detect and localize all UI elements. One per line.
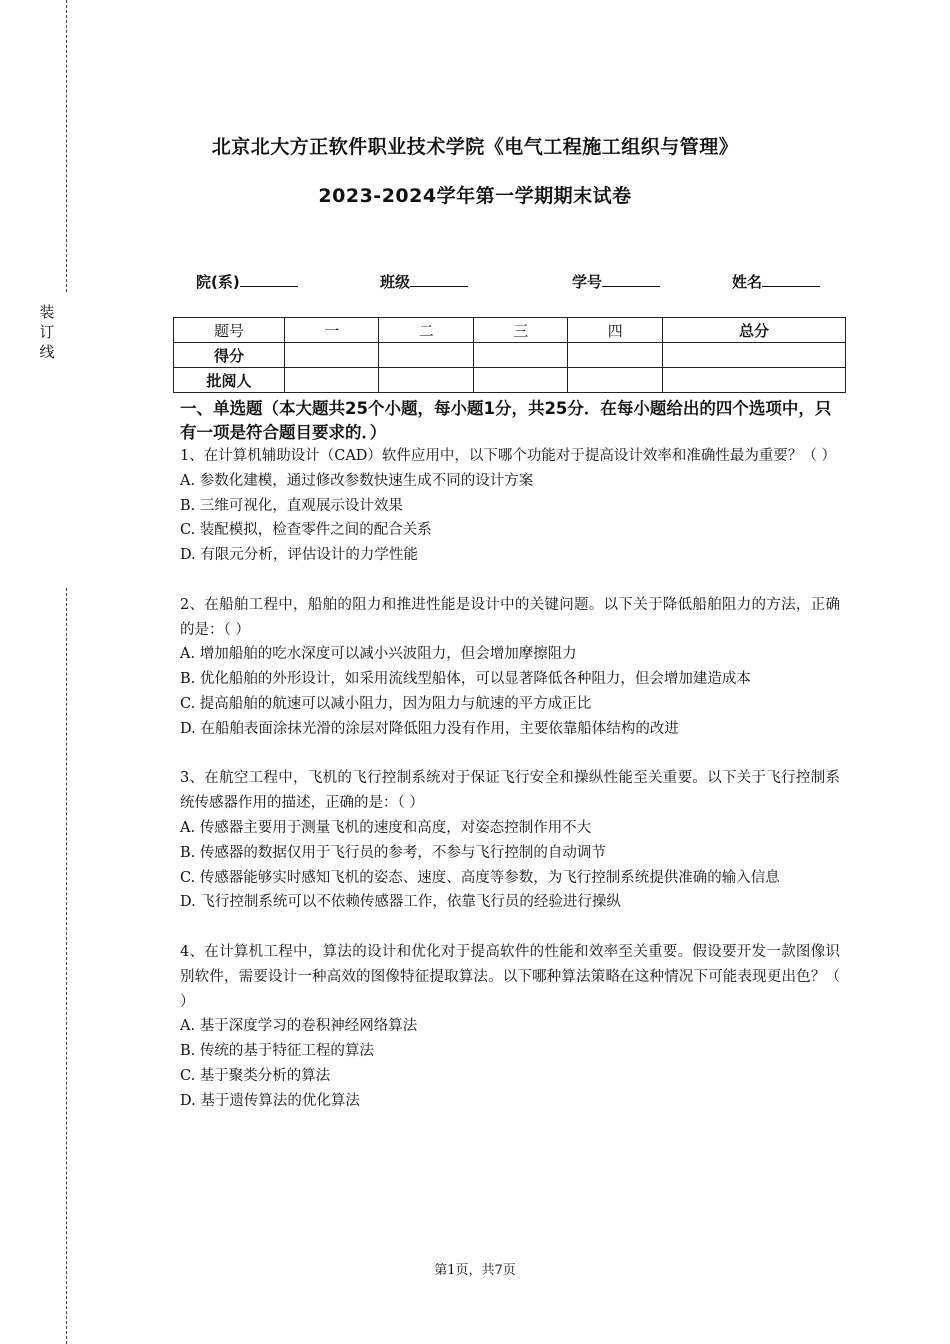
score-table-header-row [174, 318, 846, 343]
option-c[interactable]: C. 基于聚类分析的算法 [180, 1067, 331, 1084]
score-cell[interactable] [568, 343, 662, 368]
student-id-field[interactable] [572, 270, 660, 292]
exam-title-line1: 北京北大方正软件职业技术学院《电气工程施工组织与管理》 [211, 136, 739, 158]
question-item [180, 766, 840, 915]
option-b[interactable]: B. 传统的基于特征工程的算法 [180, 1043, 374, 1060]
reviewer-cell[interactable] [568, 368, 662, 393]
option-c[interactable]: C. 传感器能够实时感知飞机的姿态、速度、高度等参数，为飞行控制系统提供准确的输入信息 [180, 869, 780, 886]
page-number: 第1页，共7页 [434, 1263, 516, 1278]
option-b[interactable]: B. 三维可视化，直观展示设计效果 [180, 497, 403, 514]
question-list [180, 444, 840, 1138]
score-cell[interactable] [379, 343, 473, 368]
option-c[interactable]: C. 装配模拟，检查零件之间的配合关系 [180, 522, 432, 539]
reviewer-cell[interactable] [285, 368, 379, 393]
department-blank[interactable] [240, 270, 298, 287]
name-blank[interactable] [762, 270, 820, 287]
name-field[interactable] [732, 270, 820, 292]
question-item [180, 593, 840, 742]
reviewer-cell[interactable] [379, 368, 473, 393]
score-table-header-cell: 题号 [174, 318, 285, 343]
score-table-row [174, 368, 846, 393]
question-stem: 3、在航空工程中，飞机的飞行控制系统对于保证飞行安全和操纵性能至关重要。以下关于飞行控制系统传感器作用的描述，正确的是：（ ） [180, 770, 840, 812]
score-table-header-cell: 一 [285, 318, 379, 343]
question-stem: 4、在计算机工程中，算法的设计和优化对于提高软件的性能和效率至关重要。假设要开发一款图像识别软件，需要设计一种高效的图像特征提取算法。以下哪种算法策略在这种情况下可能表现更出色？（ ） [180, 943, 840, 1010]
score-table-header-cell: 总分 [662, 318, 845, 343]
score-table [173, 317, 846, 393]
option-a[interactable]: A. 增加船舶的吃水深度可以减小兴波阻力，但会增加摩擦阻力 [180, 646, 577, 663]
student-id-blank[interactable] [602, 270, 660, 287]
class-label: 班级 [380, 273, 411, 291]
student-info-row [0, 270, 950, 292]
option-a[interactable]: A. 基于深度学习的卷积神经网络算法 [180, 1018, 418, 1035]
score-cell[interactable] [285, 343, 379, 368]
score-table-header-cell: 四 [568, 318, 662, 343]
option-a[interactable]: A. 参数化建模，通过修改参数快速生成不同的设计方案 [180, 472, 534, 489]
score-cell[interactable] [473, 343, 567, 368]
department-label: 院(系) [196, 273, 240, 291]
reviewer-cell[interactable] [473, 368, 567, 393]
option-d[interactable]: D. 有限元分析，评估设计的力学性能 [180, 547, 418, 564]
binding-char: 装 [39, 303, 55, 321]
class-blank[interactable] [410, 270, 468, 287]
option-d[interactable]: D. 在船舶表面涂抹光滑的涂层对降低阻力没有作用，主要依靠船体结构的改进 [180, 720, 679, 737]
score-table-header-cell: 二 [379, 318, 473, 343]
binding-dashed-line-bottom [66, 588, 67, 1344]
binding-char: 订 [39, 323, 55, 341]
binding-label [38, 302, 56, 362]
option-a[interactable]: A. 传感器主要用于测量飞机的速度和高度，对姿态控制作用不大 [180, 819, 592, 836]
score-table-row [174, 343, 846, 368]
question-stem: 2、在船舶工程中，船舶的阻力和推进性能是设计中的关键问题。以下关于降低船舶阻力的方法，正确的是：（ ） [180, 596, 840, 638]
option-d[interactable]: D. 基于遗传算法的优化算法 [180, 1092, 360, 1109]
reviewer-cell[interactable] [662, 368, 845, 393]
score-cell[interactable] [662, 343, 845, 368]
score-row-label: 得分 [174, 343, 285, 368]
department-field[interactable] [196, 270, 298, 292]
section-heading: 一、单选题（本大题共25个小题，每小题1分，共25分．在每小题给出的四个选项中，只有一项是符合题目要求的．） [180, 399, 832, 442]
option-d[interactable]: D. 飞行控制系统可以不依赖传感器工作，依靠飞行员的经验进行操纵 [180, 894, 621, 911]
option-b[interactable]: B. 优化船舶的外形设计，如采用流线型船体，可以显著降低各种阻力，但会增加建造成本 [180, 671, 751, 688]
score-table-header-cell: 三 [473, 318, 567, 343]
option-c[interactable]: C. 提高船舶的航速可以减小阻力，因为阻力与航速的平方成正比 [180, 695, 592, 712]
class-field[interactable] [380, 270, 468, 292]
exam-title-line2: 2023-2024学年第一学期期末试卷 [318, 185, 632, 207]
question-stem: 1、在计算机辅助设计（CAD）软件应用中，以下哪个功能对于提高设计效率和准确性最为重要？（ ） [180, 448, 837, 464]
question-item [180, 940, 840, 1114]
student-id-label: 学号 [572, 273, 603, 291]
binding-char: 线 [39, 343, 55, 361]
name-label: 姓名 [732, 273, 763, 291]
question-item [180, 444, 840, 568]
option-b[interactable]: B. 传感器的数据仅用于飞行员的参考，不参与飞行控制的自动调节 [180, 844, 606, 861]
reviewer-row-label: 批阅人 [174, 368, 285, 393]
